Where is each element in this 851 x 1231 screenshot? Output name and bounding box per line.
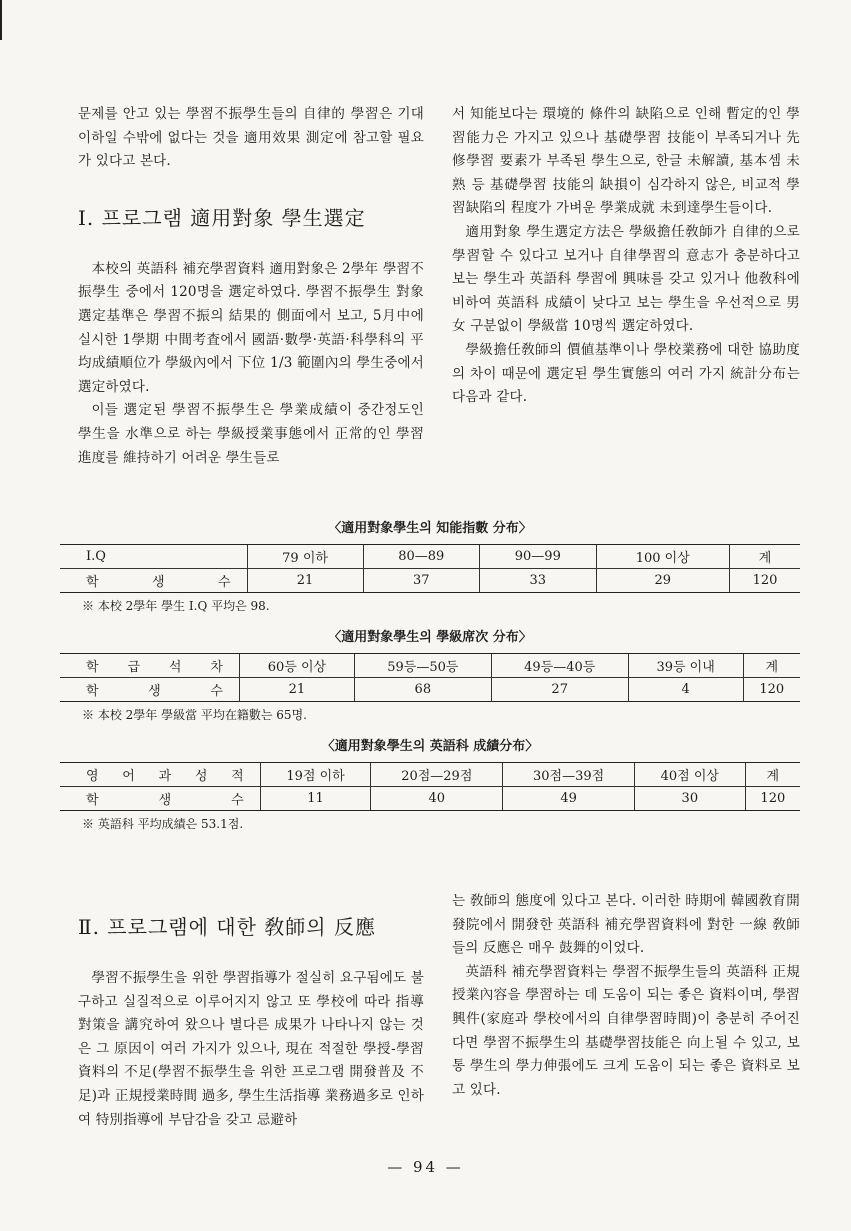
value-cell: 120 [745,787,800,811]
table-block-class-rank [60,629,800,724]
value-cell: 27 [491,678,628,702]
section-heading-2: Ⅱ. 프로그램에 대한 敎師의 反應 [78,915,376,939]
scan-edge-mark [0,0,2,40]
table-block-iq [60,520,800,615]
table-row [60,569,800,593]
header-cell: 49등—40등 [491,654,628,678]
table-caption: 〈適用對象學生의 英語科 成績分布〉 [321,739,539,754]
paragraph: 本校의 英語科 補充學習資料 適用對象은 2學年 學習不振學生 중에서 120명을 選定하였다. 學習不振學生 對象 選定基準은 學習不振의 結果的 側面에서 보고, 5月中에 실시한 1學期 中間考査에서 國語·數學·英語·科學科의 平均成績順位가 學級內에서 下位 1/3 範圍內의 學生중에서 選定하였다. [78,260,424,395]
class-rank-distribution-table [60,653,800,702]
table-note: ※ 英語科 平均成績은 53.1점. [82,817,244,831]
value-cell: 68 [354,678,491,702]
value-cell: 49 [503,787,635,811]
paragraph: 서 知能보다는 環境的 條件의 缺陷으로 인해 暫定的인 學習能力은 가지고 있으나 基礎學習 技能이 부족되거나 先修學習 要素가 부족된 學生으로, 한글 未解讀, 基本셈 未熟 등 基礎學習 技能의 缺損이 심각하지 않은, 비교적 學習缺陷의 程度가 가벼운 學業成就 未到達學生들이다. [452,106,800,217]
header-cell: 계 [745,763,800,787]
header-cell: 영 어 과 성 적 [60,763,260,787]
header-cell: 90—99 [480,545,597,569]
value-cell: 40 [371,787,503,811]
header-cell: 59등—50등 [354,654,491,678]
page-number: — 94 — [387,1158,464,1176]
header-cell: 79 이하 [247,545,363,569]
table-caption: 〈適用對象學生의 知能指數 分布〉 [328,521,532,536]
value-cell: 29 [596,569,729,593]
table-block-english-score [60,738,800,833]
header-cell: 19점 이하 [260,763,371,787]
header-cell: I.Q [60,545,247,569]
value-cell: 120 [743,678,800,702]
header-cell: 80—89 [363,545,480,569]
value-cell: 30 [634,787,745,811]
table-header-row [60,545,800,569]
value-cell: 4 [628,678,743,702]
header-cell: 학 급 석 차 [60,654,239,678]
column-right-bottom [452,890,800,1102]
english-score-distribution-table [60,762,800,811]
row-label-cell: 학 생 수 [60,569,247,593]
value-cell: 37 [363,569,480,593]
table-header-row [60,763,800,787]
paragraph: 學習不振學生을 위한 學習指導가 절실히 요구됨에도 불구하고 실질적으로 이루어지지 않고 또 學校에 따라 指導對策을 講究하여 왔으나 별다른 成果가 나타나지 않는 것은 그 原因이 여러 가지가 있으나, 現在 적절한 學授-學習資料의 不足(學習不振學生을 위한 프로그램 開發普及 不足)과 正規授業時間 過多, 學生生活指導 業務過多로 인하여 特別指導에 부담감을 갖고 忌避하 [78,970,424,1128]
table-caption: 〈適用對象學生의 學級席次 分布〉 [328,630,532,645]
header-cell: 100 이상 [596,545,729,569]
table-row [60,787,800,811]
column-left-top [78,103,424,470]
section-heading-1: Ⅰ. 프로그램 適用對象 學生選定 [78,205,366,230]
header-cell: 30점—39점 [503,763,635,787]
header-cell: 39등 이내 [628,654,743,678]
iq-distribution-table [60,544,800,593]
column-right-top [452,103,800,410]
table-row [60,678,800,702]
value-cell: 33 [480,569,597,593]
value-cell: 21 [247,569,363,593]
header-cell: 계 [743,654,800,678]
paragraph: 는 敎師의 態度에 있다고 본다. 이러한 時期에 韓國敎育開發院에서 開發한 英語科 補充學習資料에 對한 一線 敎師들의 反應은 매우 鼓舞的이었다. [452,893,800,957]
value-cell: 11 [260,787,371,811]
header-cell: 60등 이상 [239,654,354,678]
table-note: ※ 本校 2學年 學級當 平均在籍數는 65명. [82,708,307,722]
header-cell: 20점—29점 [371,763,503,787]
row-label-cell: 학 생 수 [60,678,239,702]
table-header-row [60,654,800,678]
row-label-cell: 학 생 수 [60,787,260,811]
table-note: ※ 本校 2學年 學生 I.Q 平均은 98. [82,599,270,613]
paragraph: 문제를 안고 있는 學習不振學生들의 自律的 學習은 기대 이하일 수밖에 없다는 것을 適用效果 測定에 참고할 필요가 있다고 본다. [78,106,424,170]
paragraph: 適用對象 學生選定方法은 學級擔任敎師가 自律的으로 學習할 수 있다고 보거나 自律學習의 意志가 충분하다고 보는 學生과 英語科 學習에 興味를 갖고 있거나 他敎科에 비하여 英語科 成績이 낮다고 보는 學生을 우선적으로 男女 구분없이 學級當 10명씩 選定하였다. [452,223,800,335]
column-left-bottom [78,903,424,1132]
value-cell: 120 [729,569,800,593]
header-cell: 40점 이상 [634,763,745,787]
paragraph: 이들 選定된 學習不振學生은 學業成績이 중간정도인 學生을 水準으로 하는 學級授業事態에서 正常的인 學習進度를 維持하기 어려운 學生들로 [78,402,424,466]
header-cell: 계 [729,545,800,569]
paragraph: 學級擔任敎師의 價値基準이나 學校業務에 대한 協助度의 차이 때문에 選定된 學生實態의 여러 가지 統計分布는 다음과 같다. [452,341,800,406]
statistics-tables [60,520,800,847]
value-cell: 21 [239,678,354,702]
paragraph: 英語科 補充學習資料는 學習不振學生들의 英語科 正規授業內容을 學習하는 데 도움이 되는 좋은 資料이며, 學習興件(家庭과 學校에서의 自律學習時間)이 충분히 주어진다면 學習不振學生의 基礎學習技能은 向上될 수 있고, 보통 學生의 學力伸張에도 크게 도움이 되는 좋은 資料로 보고 있다. [452,963,800,1098]
